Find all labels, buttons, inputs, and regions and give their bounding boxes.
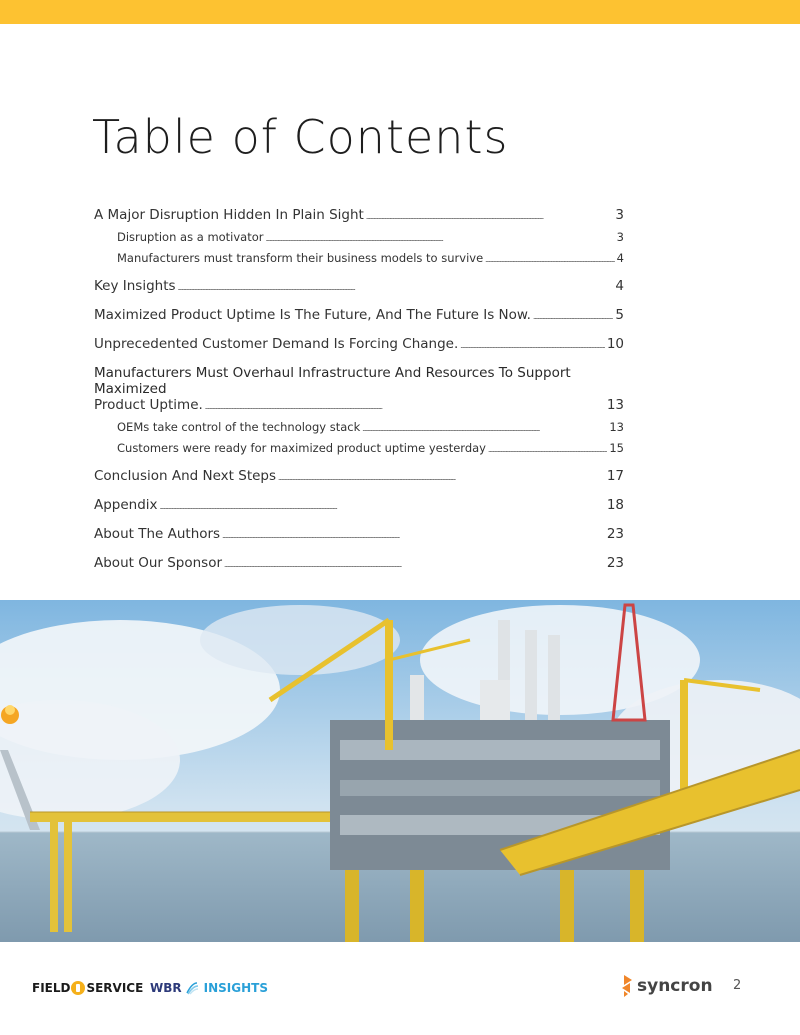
toc-entry-page: 10 [606, 336, 624, 352]
toc-leader-dots [205, 397, 605, 413]
toc-entry-page: 17 [606, 468, 624, 484]
toc-entry-page: 18 [606, 497, 624, 513]
toc-subentry-label: Manufacturers must transform their business models to survive [117, 251, 484, 265]
toc-leader-dots [488, 441, 607, 455]
page-title: Table of Contents [92, 110, 509, 164]
toc-entry[interactable] [94, 307, 624, 323]
syncron-mark-icon [620, 975, 634, 997]
toc-entry-page: 13 [606, 397, 624, 413]
toc-leader-dots [222, 526, 605, 542]
toc-subentry-page: 3 [616, 230, 624, 244]
toc-entry-label: Appendix [94, 497, 158, 513]
toc-entry-label: A Major Disruption Hidden In Plain Sight [94, 207, 364, 223]
toc-entry-label-line2: Product Uptime. [94, 397, 203, 413]
toc-subentry[interactable] [117, 251, 624, 265]
toc-entry-page: 5 [615, 307, 624, 323]
toc-entry[interactable] [94, 526, 624, 542]
toc-entry[interactable] [94, 207, 624, 223]
toc-subentry-label: Customers were ready for maximized product uptime yesterday [117, 441, 486, 455]
toc-entry-page: 4 [615, 278, 624, 294]
toc-subentry-page: 15 [609, 441, 624, 455]
toc-entry-label: Conclusion And Next Steps [94, 468, 277, 484]
toc-leader-dots [178, 278, 614, 294]
toc-entry-page: 3 [615, 207, 624, 223]
toc-entry[interactable] [94, 468, 624, 484]
toc-leader-dots [160, 497, 605, 513]
toc-subentry-label: Disruption as a motivator [117, 230, 264, 244]
wbr-insights-logo [150, 981, 268, 995]
field-service-logo-text-2: SERVICE [86, 981, 144, 995]
toc-subentry-label: OEMs take control of the technology stack [117, 420, 361, 434]
offshore-platform-photo [0, 600, 800, 942]
toc-leader-dots [278, 468, 605, 484]
toc-entry[interactable] [94, 497, 624, 513]
toc-entry-page: 23 [606, 555, 624, 571]
toc-subentry[interactable] [117, 441, 624, 455]
top-accent-bar [0, 0, 800, 24]
toc-subentry[interactable] [117, 420, 624, 434]
toc-entry[interactable] [94, 336, 624, 352]
toc-leader-dots [485, 251, 615, 265]
toc-subentry[interactable] [117, 230, 624, 244]
field-service-logo [32, 981, 143, 995]
toc-leader-dots [533, 307, 613, 323]
wbr-logo-text: WBR [150, 981, 182, 995]
field-service-logo-text-1: FIELD [32, 981, 71, 995]
toc-entry-label: Maximized Product Uptime Is The Future, And The Future Is Now. [94, 307, 531, 323]
table-of-contents [94, 207, 624, 571]
toc-entry-label: Key Insights [94, 278, 176, 294]
syncron-logo [620, 975, 713, 997]
toc-entry-label: About Our Sponsor [94, 555, 223, 571]
toc-entry-label: About The Authors [94, 526, 221, 542]
toc-subentry-page: 13 [609, 420, 624, 434]
page-number: 2 [733, 978, 742, 993]
toc-entry-label-line1: Manufacturers Must Overhaul Infrastructure And Resources To Support Maximized [94, 365, 571, 397]
toc-leader-dots [266, 230, 615, 244]
toc-leader-dots [224, 555, 605, 571]
wbr-insights-text: INSIGHTS [203, 981, 268, 995]
toc-leader-dots [460, 336, 605, 352]
toc-leader-dots [362, 420, 607, 434]
toc-subentry-page: 4 [616, 251, 624, 265]
toc-leader-dots [366, 207, 614, 223]
syncron-logo-text: syncron [637, 976, 713, 996]
toc-entry[interactable] [94, 278, 624, 294]
wbr-swirl-icon [185, 981, 199, 995]
toc-entry[interactable] [94, 555, 624, 571]
bolt-icon [71, 981, 85, 995]
toc-entry-label: Unprecedented Customer Demand Is Forcing Change. [94, 336, 459, 352]
toc-entry[interactable] [94, 365, 624, 413]
toc-entry-page: 23 [606, 526, 624, 542]
